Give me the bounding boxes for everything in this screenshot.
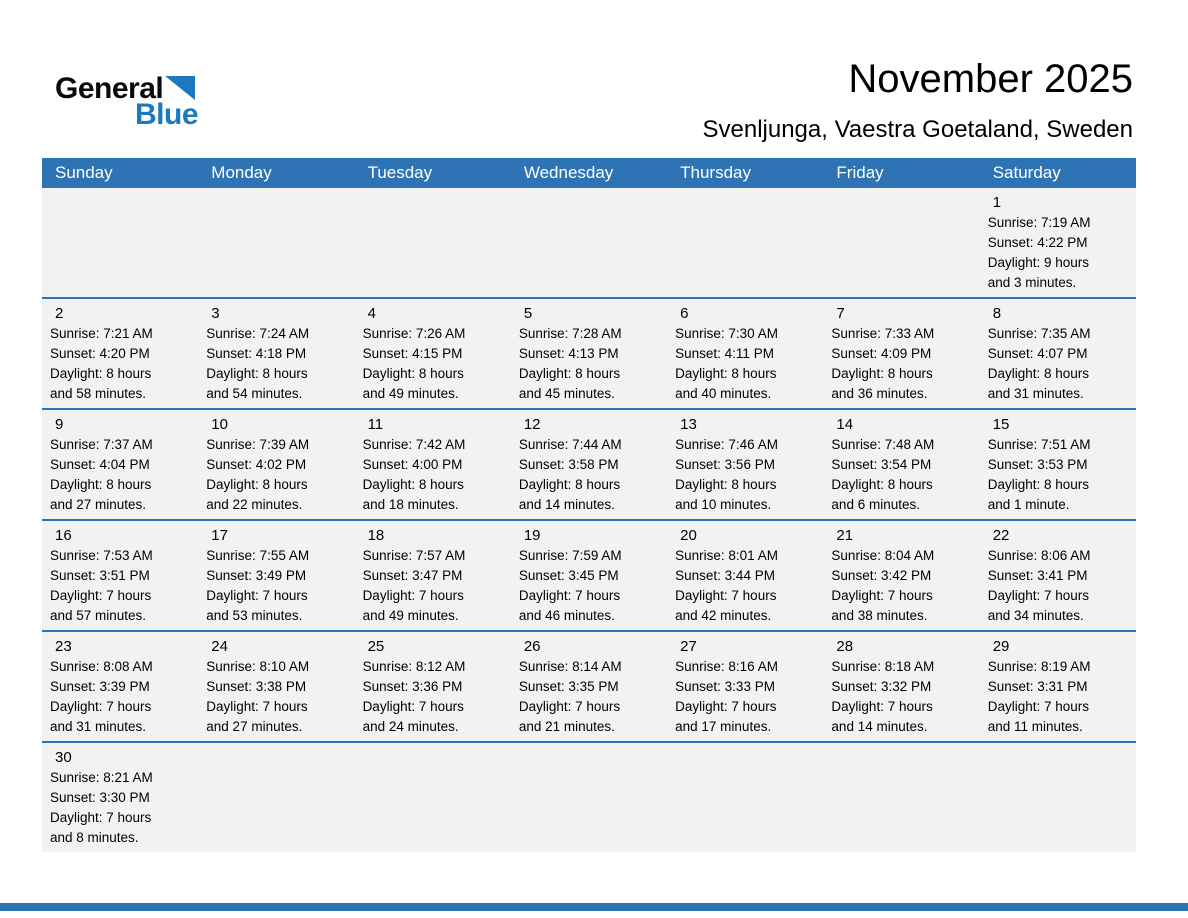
day-number: 14 bbox=[836, 416, 854, 433]
logo-triangle-icon bbox=[165, 76, 195, 100]
weekday-friday: Friday bbox=[836, 163, 884, 182]
daylight-text-line2: and 34 minutes. bbox=[987, 608, 1084, 623]
sunset-text: Sunset: 4:15 PM bbox=[362, 346, 463, 361]
day-number: 5 bbox=[523, 305, 533, 322]
header-titles bbox=[702, 58, 1133, 144]
sunset-text: Sunset: 4:04 PM bbox=[50, 457, 150, 472]
sunset-text: Sunset: 3:49 PM bbox=[206, 568, 307, 583]
day-number: 11 bbox=[367, 416, 384, 433]
daylight-text-line2: and 45 minutes. bbox=[518, 386, 615, 401]
day-number: 28 bbox=[836, 638, 854, 655]
day-number: 20 bbox=[680, 527, 697, 544]
day-number: 15 bbox=[992, 416, 1010, 433]
sunset-text: Sunset: 3:56 PM bbox=[675, 457, 775, 472]
sunrise-text: Sunrise: 7:33 AM bbox=[831, 326, 935, 341]
day-number: 13 bbox=[680, 416, 697, 433]
calendar-table bbox=[42, 158, 1136, 852]
sunset-text: Sunset: 3:35 PM bbox=[518, 679, 619, 694]
sunrise-text: Sunrise: 8:06 AM bbox=[987, 548, 1091, 563]
sunset-text: Sunset: 3:32 PM bbox=[831, 679, 932, 694]
day-number: 27 bbox=[680, 638, 697, 655]
day-number: 18 bbox=[367, 527, 385, 544]
daylight-text-line2: and 58 minutes. bbox=[50, 386, 147, 401]
general-blue-logo bbox=[55, 74, 198, 130]
day-cell bbox=[667, 410, 823, 519]
daylight-text-line2: and 42 minutes. bbox=[675, 608, 772, 623]
daylight-text-line1: Daylight: 8 hours bbox=[987, 477, 1090, 492]
sunrise-text: Sunrise: 7:37 AM bbox=[50, 437, 153, 452]
weekday-thursday: Thursday bbox=[680, 163, 752, 182]
sunset-text: Sunset: 3:45 PM bbox=[518, 568, 619, 583]
daylight-text-line1: Daylight: 7 hours bbox=[362, 588, 464, 603]
daylight-text-line1: Daylight: 7 hours bbox=[362, 699, 464, 714]
daylight-text-line1: Daylight: 7 hours bbox=[50, 699, 152, 714]
weekday-monday: Monday bbox=[211, 163, 272, 182]
footer-bar bbox=[0, 903, 1188, 911]
daylight-text-line1: Daylight: 8 hours bbox=[362, 477, 464, 492]
day-cell bbox=[42, 743, 198, 852]
daylight-text-line2: and 27 minutes. bbox=[50, 497, 147, 512]
empty-cell bbox=[667, 743, 823, 852]
sunrise-text: Sunrise: 7:46 AM bbox=[675, 437, 778, 452]
daylight-text-line1: Daylight: 7 hours bbox=[675, 588, 777, 603]
sunrise-text: Sunrise: 7:26 AM bbox=[362, 326, 466, 341]
empty-cell bbox=[511, 188, 667, 297]
day-cell bbox=[823, 410, 979, 519]
week-row bbox=[42, 297, 1136, 408]
sunset-text: Sunset: 4:11 PM bbox=[675, 346, 774, 361]
daylight-text-line1: Daylight: 8 hours bbox=[362, 366, 464, 381]
sunrise-text: Sunrise: 7:19 AM bbox=[987, 215, 1091, 230]
empty-cell bbox=[198, 188, 354, 297]
daylight-text-line1: Daylight: 9 hours bbox=[987, 255, 1090, 270]
daylight-text-line2: and 53 minutes. bbox=[206, 608, 303, 623]
day-number: 6 bbox=[680, 305, 689, 322]
sunrise-text: Sunrise: 7:39 AM bbox=[206, 437, 310, 452]
day-cell bbox=[823, 632, 979, 741]
weekday-header-row bbox=[42, 158, 1136, 188]
daylight-text-line1: Daylight: 8 hours bbox=[206, 477, 308, 492]
sunset-text: Sunset: 4:07 PM bbox=[987, 346, 1088, 361]
day-cell bbox=[511, 632, 667, 741]
sunset-text: Sunset: 3:42 PM bbox=[831, 568, 932, 583]
day-number: 10 bbox=[211, 416, 228, 433]
daylight-text-line1: Daylight: 8 hours bbox=[518, 477, 621, 492]
sunrise-text: Sunrise: 7:59 AM bbox=[518, 548, 622, 563]
day-cell bbox=[198, 521, 354, 630]
day-cell bbox=[980, 632, 1136, 741]
sunrise-text: Sunrise: 7:21 AM bbox=[50, 326, 153, 341]
day-cell bbox=[355, 521, 511, 630]
sunrise-text: Sunrise: 7:55 AM bbox=[206, 548, 310, 563]
daylight-text-line2: and 46 minutes. bbox=[518, 608, 615, 623]
sunset-text: Sunset: 3:47 PM bbox=[362, 568, 463, 583]
sunrise-text: Sunrise: 8:08 AM bbox=[50, 659, 153, 674]
day-number: 19 bbox=[523, 527, 541, 544]
sunset-text: Sunset: 4:18 PM bbox=[206, 346, 307, 361]
empty-cell bbox=[511, 743, 667, 852]
sunset-text: Sunset: 3:31 PM bbox=[987, 679, 1088, 694]
daylight-text-line1: Daylight: 7 hours bbox=[987, 588, 1090, 603]
sunset-text: Sunset: 4:09 PM bbox=[831, 346, 932, 361]
daylight-text-line1: Daylight: 7 hours bbox=[831, 699, 933, 714]
day-cell bbox=[667, 632, 823, 741]
weeks-container bbox=[42, 188, 1136, 852]
day-cell bbox=[355, 632, 511, 741]
sunset-text: Sunset: 3:30 PM bbox=[50, 790, 150, 805]
sunset-text: Sunset: 3:38 PM bbox=[206, 679, 307, 694]
week-row bbox=[42, 519, 1136, 630]
daylight-text-line2: and 21 minutes. bbox=[518, 719, 615, 734]
daylight-text-line2: and 36 minutes. bbox=[831, 386, 928, 401]
sunrise-text: Sunrise: 7:28 AM bbox=[518, 326, 622, 341]
daylight-text-line1: Daylight: 8 hours bbox=[50, 366, 152, 381]
month-title: November 2025 bbox=[848, 57, 1133, 101]
empty-cell bbox=[355, 743, 511, 852]
daylight-text-line1: Daylight: 8 hours bbox=[675, 366, 777, 381]
sunrise-text: Sunrise: 7:51 AM bbox=[987, 437, 1091, 452]
daylight-text-line1: Daylight: 7 hours bbox=[831, 588, 933, 603]
sunrise-text: Sunrise: 7:35 AM bbox=[987, 326, 1091, 341]
day-number: 4 bbox=[367, 305, 376, 322]
sunset-text: Sunset: 3:53 PM bbox=[987, 457, 1088, 472]
day-cell bbox=[198, 632, 354, 741]
daylight-text-line2: and 54 minutes. bbox=[206, 386, 303, 401]
weekday-saturday: Saturday bbox=[992, 163, 1061, 182]
day-number: 23 bbox=[55, 638, 72, 655]
day-cell bbox=[667, 299, 823, 408]
sunrise-text: Sunrise: 7:30 AM bbox=[675, 326, 778, 341]
sunset-text: Sunset: 3:51 PM bbox=[50, 568, 150, 583]
daylight-text-line2: and 18 minutes. bbox=[362, 497, 459, 512]
empty-cell bbox=[823, 188, 979, 297]
empty-cell bbox=[823, 743, 979, 852]
empty-cell bbox=[42, 188, 198, 297]
week-row bbox=[42, 741, 1136, 852]
sunrise-text: Sunrise: 8:21 AM bbox=[50, 770, 153, 785]
daylight-text-line1: Daylight: 8 hours bbox=[831, 366, 933, 381]
daylight-text-line2: and 38 minutes. bbox=[831, 608, 928, 623]
day-cell bbox=[42, 410, 198, 519]
daylight-text-line2: and 17 minutes. bbox=[675, 719, 772, 734]
sunrise-text: Sunrise: 7:42 AM bbox=[362, 437, 466, 452]
sunset-text: Sunset: 3:39 PM bbox=[50, 679, 150, 694]
daylight-text-line2: and 14 minutes. bbox=[831, 719, 928, 734]
empty-cell bbox=[980, 743, 1136, 852]
sunset-text: Sunset: 4:00 PM bbox=[362, 457, 463, 472]
day-cell bbox=[355, 299, 511, 408]
day-cell bbox=[980, 410, 1136, 519]
day-cell bbox=[355, 410, 511, 519]
sunrise-text: Sunrise: 8:01 AM bbox=[675, 548, 778, 563]
sunset-text: Sunset: 3:41 PM bbox=[987, 568, 1088, 583]
logo-text-blue: Blue bbox=[135, 98, 199, 131]
daylight-text-line1: Daylight: 7 hours bbox=[206, 699, 308, 714]
day-number: 3 bbox=[211, 305, 220, 322]
day-cell bbox=[198, 410, 354, 519]
sunset-text: Sunset: 4:13 PM bbox=[518, 346, 619, 361]
daylight-text-line1: Daylight: 7 hours bbox=[987, 699, 1090, 714]
day-number: 25 bbox=[367, 638, 385, 655]
daylight-text-line2: and 27 minutes. bbox=[206, 719, 303, 734]
sunrise-text: Sunrise: 8:14 AM bbox=[518, 659, 622, 674]
daylight-text-line1: Daylight: 7 hours bbox=[675, 699, 777, 714]
sunrise-text: Sunrise: 7:48 AM bbox=[831, 437, 935, 452]
daylight-text-line1: Daylight: 8 hours bbox=[50, 477, 152, 492]
daylight-text-line2: and 3 minutes. bbox=[987, 275, 1077, 290]
day-cell bbox=[42, 521, 198, 630]
sunset-text: Sunset: 4:22 PM bbox=[987, 235, 1088, 250]
week-row bbox=[42, 188, 1136, 297]
day-number: 17 bbox=[211, 527, 228, 544]
day-cell bbox=[980, 521, 1136, 630]
daylight-text-line1: Daylight: 8 hours bbox=[831, 477, 933, 492]
daylight-text-line2: and 11 minutes. bbox=[987, 719, 1083, 734]
daylight-text-line2: and 31 minutes. bbox=[50, 719, 147, 734]
daylight-text-line2: and 31 minutes. bbox=[987, 386, 1084, 401]
day-number: 9 bbox=[55, 416, 64, 433]
daylight-text-line1: Daylight: 8 hours bbox=[675, 477, 777, 492]
daylight-text-line1: Daylight: 8 hours bbox=[987, 366, 1090, 381]
daylight-text-line1: Daylight: 7 hours bbox=[518, 588, 621, 603]
daylight-text-line2: and 24 minutes. bbox=[362, 719, 459, 734]
day-number: 29 bbox=[992, 638, 1010, 655]
empty-cell bbox=[355, 188, 511, 297]
day-number: 24 bbox=[211, 638, 228, 655]
sunrise-text: Sunrise: 8:10 AM bbox=[206, 659, 310, 674]
daylight-text-line1: Daylight: 7 hours bbox=[50, 588, 152, 603]
day-number: 8 bbox=[992, 305, 1002, 322]
day-number: 21 bbox=[836, 527, 854, 544]
day-cell bbox=[42, 299, 198, 408]
daylight-text-line2: and 14 minutes. bbox=[518, 497, 615, 512]
day-number: 30 bbox=[55, 749, 72, 766]
sunrise-text: Sunrise: 7:53 AM bbox=[50, 548, 153, 563]
sunrise-text: Sunrise: 8:19 AM bbox=[987, 659, 1091, 674]
weekday-tuesday: Tuesday bbox=[367, 163, 433, 182]
day-cell bbox=[980, 188, 1136, 297]
day-number: 12 bbox=[523, 416, 541, 433]
daylight-text-line1: Daylight: 7 hours bbox=[206, 588, 308, 603]
empty-cell bbox=[198, 743, 354, 852]
sunrise-text: Sunrise: 7:24 AM bbox=[206, 326, 310, 341]
day-number: 22 bbox=[992, 527, 1010, 544]
logo-text-general: General bbox=[55, 72, 164, 105]
day-cell bbox=[511, 410, 667, 519]
daylight-text-line2: and 57 minutes. bbox=[50, 608, 147, 623]
sunrise-text: Sunrise: 7:57 AM bbox=[362, 548, 466, 563]
empty-cell bbox=[667, 188, 823, 297]
daylight-text-line1: Daylight: 8 hours bbox=[206, 366, 308, 381]
day-number: 16 bbox=[55, 527, 72, 544]
sunset-text: Sunset: 3:33 PM bbox=[675, 679, 775, 694]
daylight-text-line1: Daylight: 7 hours bbox=[50, 810, 152, 825]
day-cell bbox=[42, 632, 198, 741]
sunset-text: Sunset: 3:58 PM bbox=[518, 457, 619, 472]
sunset-text: Sunset: 3:44 PM bbox=[675, 568, 775, 583]
day-cell bbox=[667, 521, 823, 630]
day-cell bbox=[511, 521, 667, 630]
daylight-text-line2: and 8 minutes. bbox=[50, 830, 139, 845]
daylight-text-line1: Daylight: 7 hours bbox=[518, 699, 621, 714]
week-row bbox=[42, 630, 1136, 741]
weekday-sunday: Sunday bbox=[55, 163, 113, 182]
daylight-text-line2: and 49 minutes. bbox=[362, 386, 459, 401]
weekday-wednesday: Wednesday bbox=[523, 163, 614, 182]
sunrise-text: Sunrise: 8:18 AM bbox=[831, 659, 935, 674]
sunset-text: Sunset: 3:36 PM bbox=[362, 679, 463, 694]
location-subtitle: Svenljunga, Vaestra Goetaland, Sweden bbox=[702, 116, 1133, 143]
week-row bbox=[42, 408, 1136, 519]
sunrise-text: Sunrise: 8:04 AM bbox=[831, 548, 935, 563]
daylight-text-line2: and 1 minute. bbox=[987, 497, 1070, 512]
day-number: 2 bbox=[55, 305, 64, 322]
sunrise-text: Sunrise: 8:16 AM bbox=[675, 659, 778, 674]
sunrise-text: Sunrise: 8:12 AM bbox=[362, 659, 466, 674]
day-number: 7 bbox=[836, 305, 845, 322]
daylight-text-line2: and 6 minutes. bbox=[831, 497, 920, 512]
daylight-text-line2: and 40 minutes. bbox=[675, 386, 772, 401]
day-cell bbox=[823, 299, 979, 408]
day-number: 26 bbox=[523, 638, 541, 655]
sunset-text: Sunset: 4:02 PM bbox=[206, 457, 307, 472]
daylight-text-line2: and 10 minutes. bbox=[675, 497, 772, 512]
day-cell bbox=[511, 299, 667, 408]
day-cell bbox=[198, 299, 354, 408]
day-cell bbox=[823, 521, 979, 630]
daylight-text-line2: and 22 minutes. bbox=[206, 497, 303, 512]
sunset-text: Sunset: 3:54 PM bbox=[831, 457, 932, 472]
day-cell bbox=[980, 299, 1136, 408]
daylight-text-line2: and 49 minutes. bbox=[362, 608, 459, 623]
day-number: 1 bbox=[992, 194, 1002, 211]
sunset-text: Sunset: 4:20 PM bbox=[50, 346, 150, 361]
sunrise-text: Sunrise: 7:44 AM bbox=[518, 437, 622, 452]
daylight-text-line1: Daylight: 8 hours bbox=[518, 366, 621, 381]
